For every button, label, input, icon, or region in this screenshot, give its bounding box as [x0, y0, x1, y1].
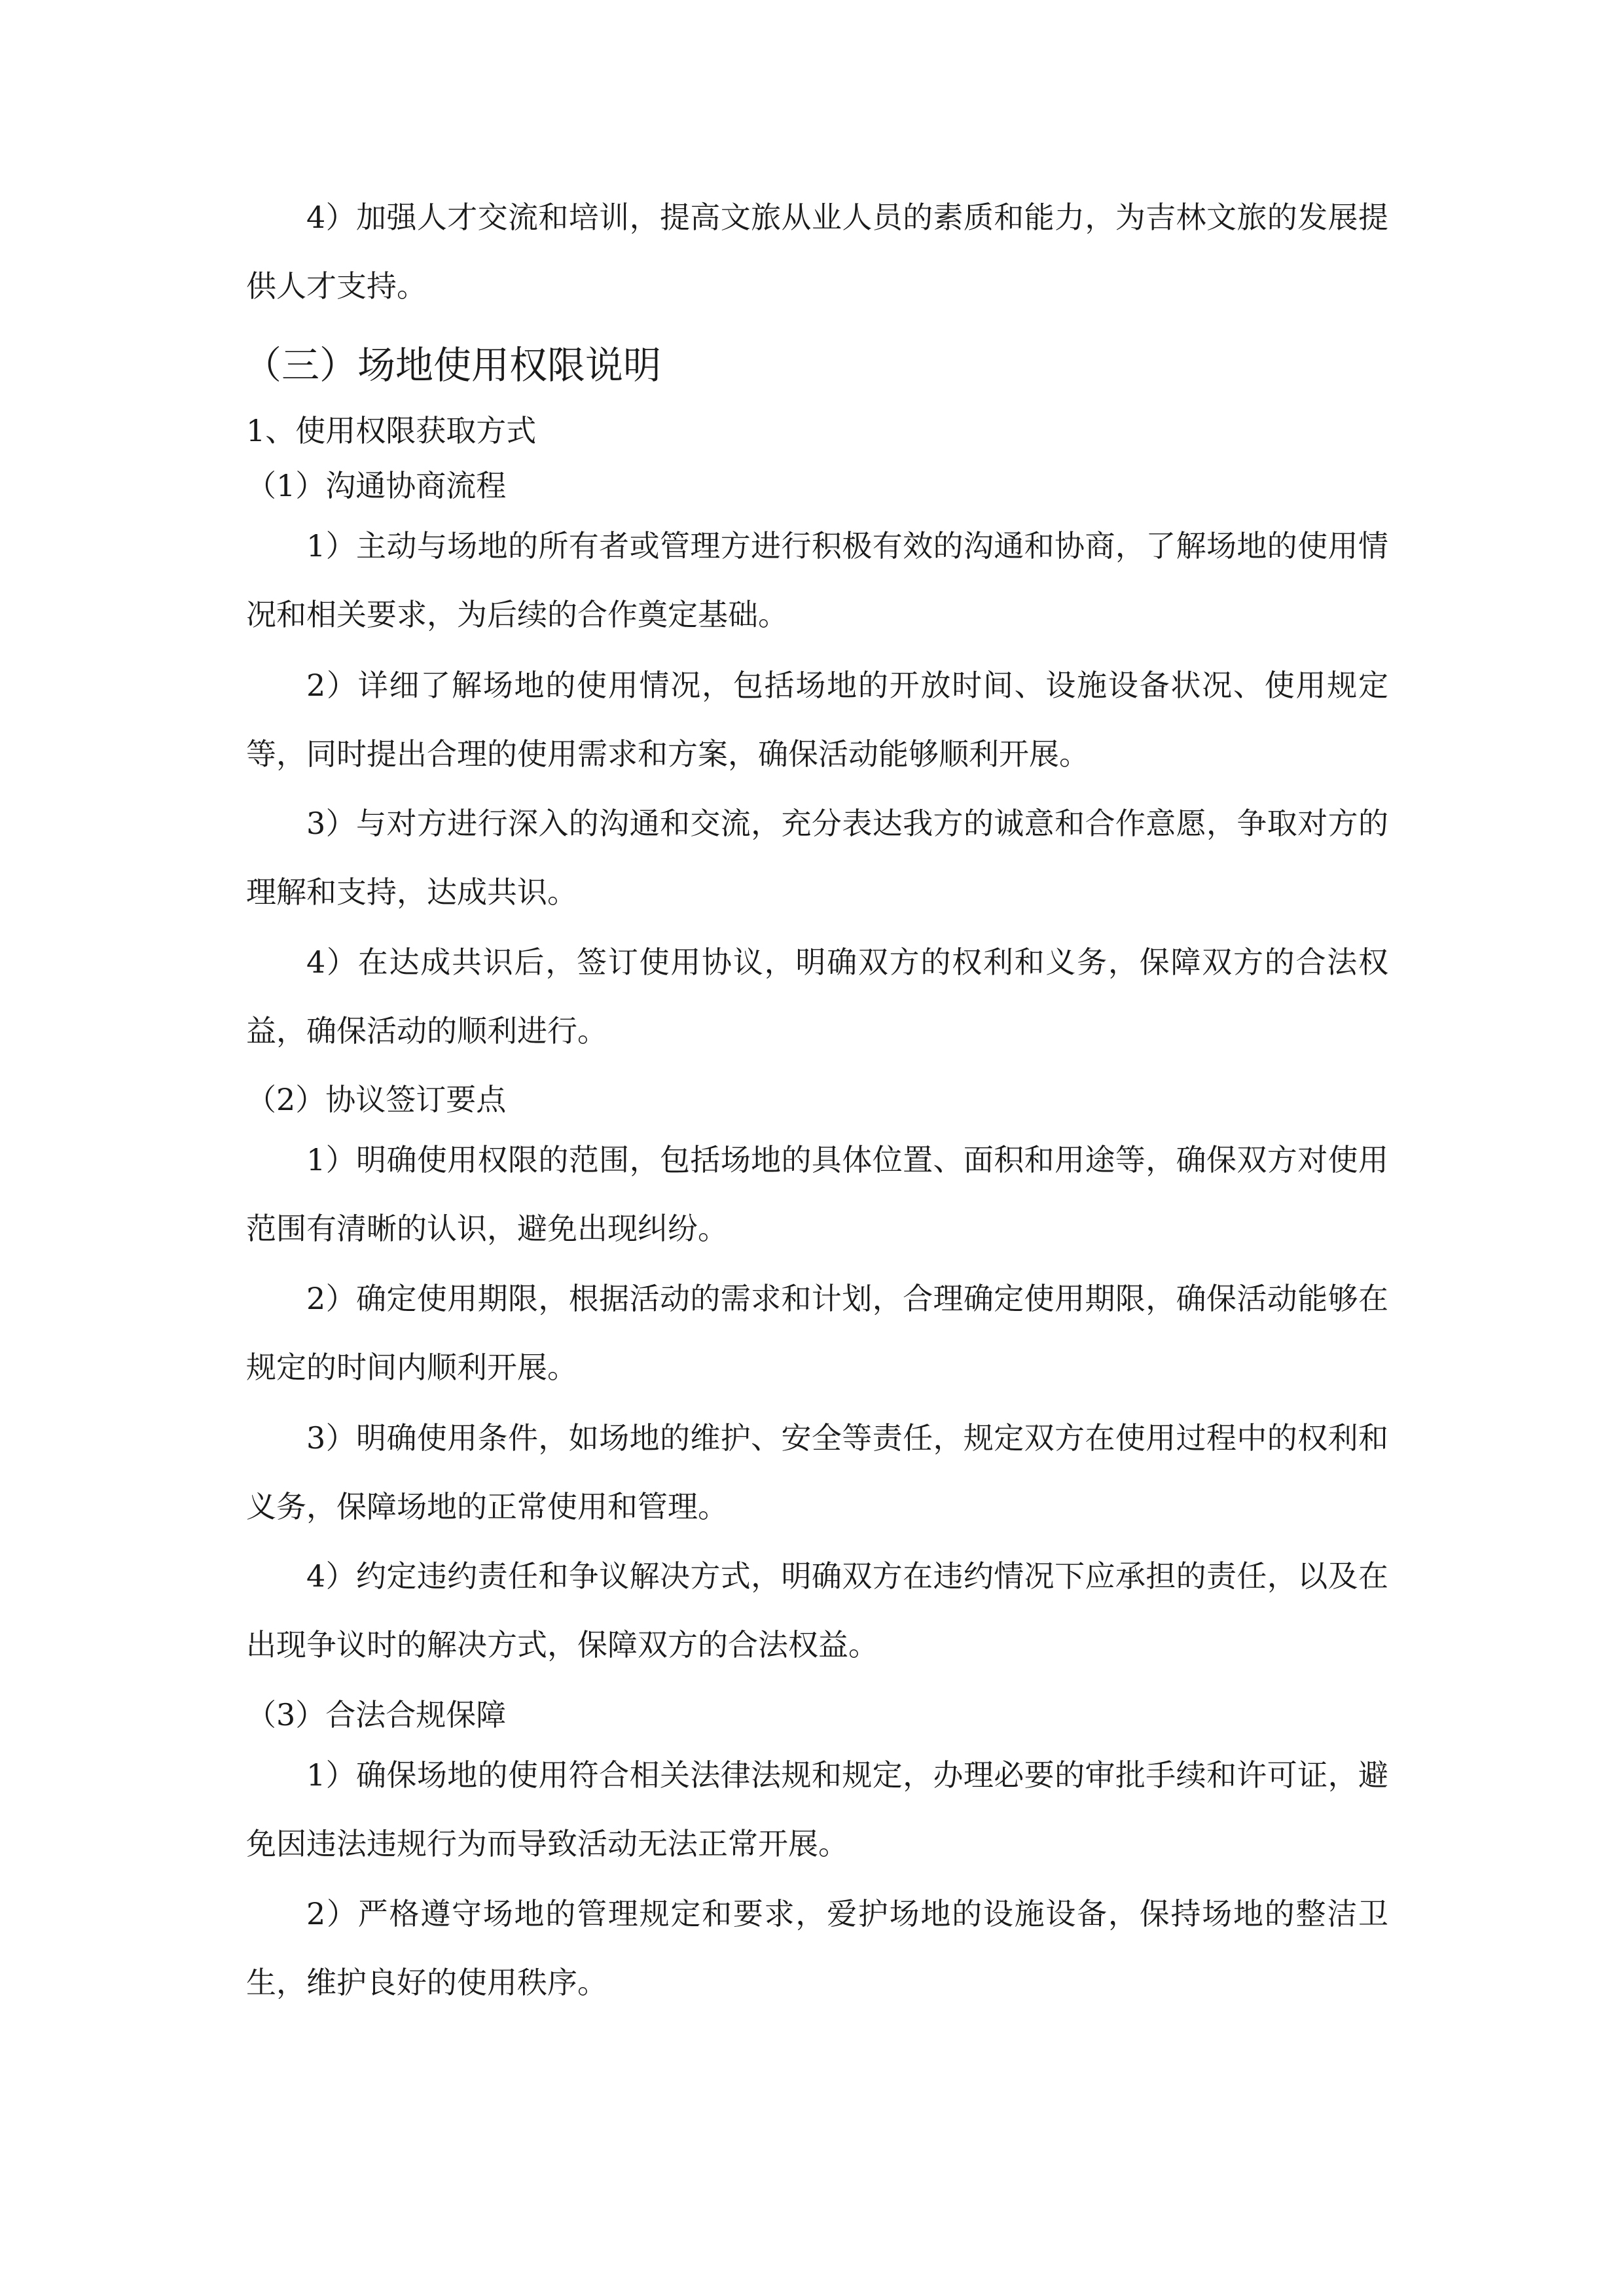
- part2-title: （2）协议签订要点: [246, 1082, 507, 1117]
- part1-item-1: 1）主动与场地的所有者或管理方进行积极有效的沟通和协商，了解场地的使用情况和相关要求，为后续的合作奠定基础。: [246, 528, 1388, 632]
- part2-item-4: 4）约定违约责任和争议解决方式，明确双方在违约情况下应承担的责任，以及在出现争议时的解决方式，保障双方的合法权益。: [246, 1558, 1388, 1662]
- part1-item-2: 2）详细了解场地的使用情况，包括场地的开放时间、设施设备状况、使用规定等，同时提出合理的使用需求和方案，确保活动能够顺利开展。: [246, 668, 1388, 772]
- subsection-title: 1、使用权限获取方式: [246, 413, 537, 448]
- paragraph-talent-exchange: 4）加强人才交流和培训，提高文旅从业人员的素质和能力，为吉林文旅的发展提供人才支持。: [246, 200, 1388, 304]
- part3-item-1: 1）确保场地的使用符合相关法律法规和规定，办理必要的审批手续和许可证，避免因违法违规行为而导致活动无法正常开展。: [246, 1757, 1388, 1861]
- section-heading: （三）场地使用权限说明: [244, 343, 662, 387]
- part3-item-2: 2）严格遵守场地的管理规定和要求，爱护场地的设施设备，保持场地的整洁卫生，维护良好的使用秩序。: [246, 1896, 1388, 2000]
- part1-item-3: 3）与对方进行深入的沟通和交流，充分表达我方的诚意和合作意愿，争取对方的理解和支持，达成共识。: [246, 806, 1388, 910]
- part2-item-2: 2）确定使用期限，根据活动的需求和计划，合理确定使用期限，确保活动能够在规定的时间内顺利开展。: [246, 1281, 1388, 1385]
- part3-title: （3）合法合规保障: [246, 1697, 507, 1732]
- part1-item-4: 4）在达成共识后，签订使用协议，明确双方的权利和义务，保障双方的合法权益，确保活动的顺利进行。: [246, 944, 1388, 1049]
- part2-item-1: 1）明确使用权限的范围，包括场地的具体位置、面积和用途等，确保双方对使用范围有清晰的认识，避免出现纠纷。: [246, 1142, 1388, 1246]
- part1-title: （1）沟通协商流程: [246, 468, 507, 503]
- part2-item-3: 3）明确使用条件，如场地的维护、安全等责任，规定双方在使用过程中的权利和义务，保障场地的正常使用和管理。: [246, 1420, 1388, 1524]
